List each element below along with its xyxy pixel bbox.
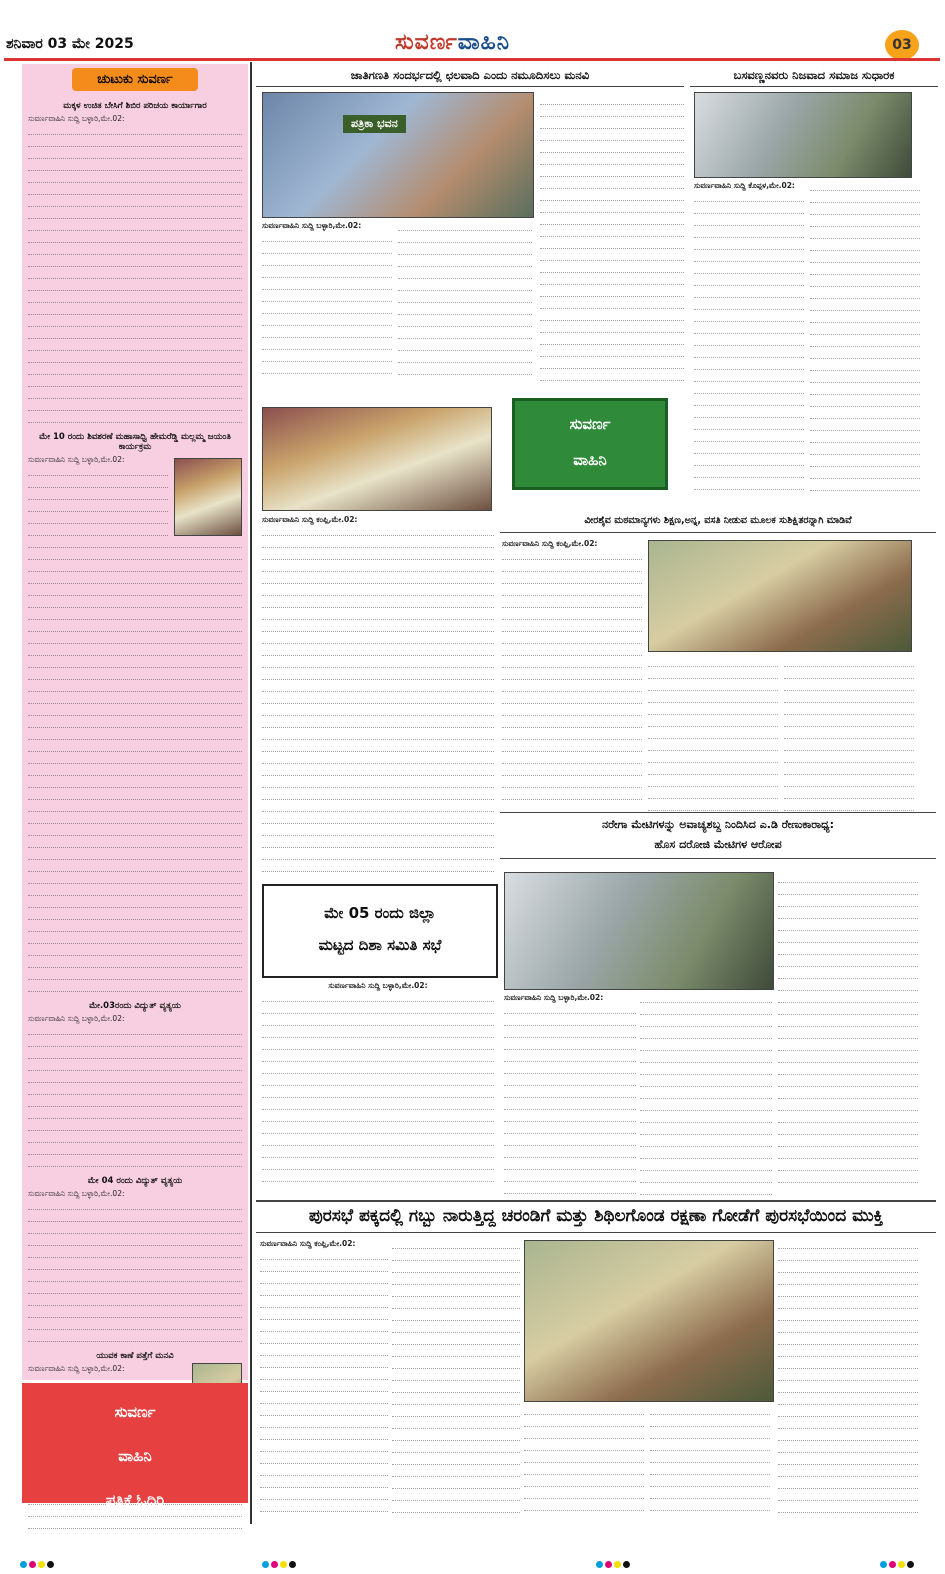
story-body [398,220,532,380]
story-body [262,980,494,1190]
masthead-logo [395,30,510,55]
brief-dateline: ಸುವರ್ಣವಾಹಿನಿ ಸುದ್ದಿ ಬಳ್ಳಾರಿ,ಮೇ.02: [28,1189,125,1198]
story-photo [262,407,492,511]
print-registration-marks [262,1553,298,1572]
brief-dateline: ಸುವರ್ಣವಾಹಿನಿ ಸುದ್ದಿ ಬಳ್ಳಾರಿ,ಮೇ.02: [28,1364,125,1373]
brief-dateline: ಸುವರ್ಣವಾಹಿನಿ ಸುದ್ದಿ ಬಳ್ಳಾರಿ,ಮೇ.02: [28,455,125,464]
story-body [540,94,684,384]
brief-title: ಮೇ 04 ರಂದು ವಿದ್ಯುತ್ ವ್ಯತ್ಯಯ [87,1176,183,1186]
story-body [262,220,392,380]
story-photo [648,540,912,652]
read-paper-promo [22,1383,248,1509]
story-dateline: ಸುವರ್ಣವಾಹಿನಿ ಸುದ್ದಿ ಕಂಪ್ಲಿ,ಮೇ.02: [260,1239,356,1248]
text-lines [28,124,242,423]
brief-item [22,95,248,426]
promo-line: ಪತ್ರಿಕೆ ಓದಿರಿ [560,487,620,505]
brief-item [22,1170,248,1345]
story-headline: ಹೊಸ ದರೋಜಿ ಮೇಟಿಗಳ ಆರೋಪ [654,838,782,851]
brief-dateline: ಸುವರ್ಣವಾಹಿನಿ ಸುದ್ದಿ ಬಳ್ಳಾರಿ,ಮೇ.02: [28,114,125,123]
story-headline: ಪುರಸಭೆ ಪಕ್ಕದಲ್ಲಿ ಗಬ್ಬು ನಾರುತ್ತಿದ್ದ ಚರಂಡಿಗೆ ಮತ್ತು ಶಿಥಿಲಗೊಂಡ ರಕ್ಷಣಾ ಗೋಡೆಗೆ ಪುರಸಭೆಯಿಂದ ಮುಕ್ತಿ [308,1206,884,1226]
page-number: 03 [885,30,919,60]
story-body [524,1404,644,1520]
divider [500,812,936,813]
story-dateline: ಸುವರ್ಣವಾಹಿನಿ ಸುದ್ದಿ ಬಳ್ಳಾರಿ,ಮೇ.02: [328,981,428,990]
story-body [778,872,918,1192]
story-body [262,514,494,874]
header-rule [4,58,940,61]
story-dateline: ಸುವರ್ಣವಾಹಿನಿ ಸುದ್ದಿ ಕೊಪ್ಪಳ,ಮೇ.02: [694,181,795,190]
photo-banner: ಪತ್ರಿಕಾ ಭವನ [343,115,406,133]
story-photo [262,92,534,218]
story-body [810,180,920,500]
story-body [640,992,772,1196]
brief-title: ಮಕ್ಕಳ ಉಚಿತ ಬೇಸಿಗೆ ಶಿಬಿರ ಪರಿಚಯ ಕಾರ್ಯಾಗಾರ [63,101,207,111]
story-body [392,1238,520,1518]
issue-date: ಶನಿವಾರ 03 ಮೇ 2025 [6,36,134,52]
story-body [260,1238,388,1518]
story-photo [694,92,912,178]
story-headline: ನರೇಗಾ ಮೇಟಿಗಳನ್ನು ಅವಾಚ್ಯಶಬ್ದ ನಿಂದಿಸಿದ ಎ.ಡಿ ರೇಣುಕಾರಾಧ್ಯ: [602,818,834,831]
story-body [502,538,642,808]
divider [256,1232,936,1233]
story-body [694,180,804,500]
brief-dateline: ಸುವರ್ಣವಾಹಿನಿ ಸುದ್ದಿ ಬಳ್ಳಾರಿ,ಮೇ.02: [28,1014,125,1023]
promo-line: ಪತ್ರಿಕೆ ಓದಿರಿ [105,1491,165,1509]
column-divider [250,62,252,1524]
logo-part-a: ಸುವರ್ಣ [395,30,458,55]
story-headline: ವೀರಶೈವ ಮಠಮಾನ್ಯಗಳು ಶಿಕ್ಷಣ,ಅನ್ನ, ವಸತಿ ನೀಡುವ ಮೂಲಕ ಸುಶಿಕ್ಷಿತರನ್ನಾಗಿ ಮಾಡಿವೆ [584,515,852,526]
divider [500,858,936,859]
story-dateline: ಸುವರ್ಣವಾಹಿನಿ ಸುದ್ದಿ ಬಳ್ಳಾರಿ,ಮೇ.02: [504,993,604,1002]
divider [256,86,684,87]
brief-title: ಮೇ.03ರಂದು ವಿದ್ಯುತ್ ವ್ಯತ್ಯಯ [89,1001,181,1011]
brief-ribbon: ಚುಟುಕು ಸುವರ್ಣ [72,68,198,91]
story-body [650,1404,770,1520]
story-dateline: ಸುವರ್ಣವಾಹಿನಿ ಸುದ್ದಿ ಕಂಪ್ಲಿ,ಮೇ.02: [502,539,598,548]
divider [500,532,936,533]
brief-title: ಮೇ 10 ರಂದು ಶಿವಶರಣೆ ಮಹಾಸಾಧ್ವಿ ಹೇಮರೆಡ್ಡಿ ಮಲ್ಲಮ್ಮ ಜಯಂತಿ ಕಾರ್ಯಕ್ರಮ [39,432,231,452]
story-body [648,656,778,812]
divider [690,86,938,87]
divider [256,1200,936,1202]
disha-meeting-headline-box [262,884,498,978]
story-body [778,1238,918,1518]
story-headline: ಮಟ್ಟದ ದಿಶಾ ಸಮಿತಿ ಸಭೆ [318,936,442,954]
left-brief-column [22,64,248,1380]
saint-portrait [174,458,242,536]
promo-line: ಸುವರ್ಣ [114,1403,156,1421]
brief-item [22,426,248,995]
print-registration-marks [596,1553,632,1572]
promo-line: ಸುವರ್ಣ [569,415,611,433]
brief-title: ಯುವಕ ಕಾಣೆ ಪತ್ತೆಗೆ ಮನವಿ [96,1351,174,1361]
read-paper-box [512,398,668,505]
promo-line: ವಾಹಿನಿ [118,1447,152,1465]
story-headline: ಮೇ 05 ರಂದು ಜಿಲ್ಲಾ [324,904,436,922]
story-headline: ಬಸವಣ್ಣನವರು ನಿಜವಾದ ಸಮಾಜ ಸುಧಾರಕ [733,68,895,82]
story-body [784,656,914,812]
story-body [504,992,636,1196]
brief-item [22,995,248,1170]
story-photo [504,872,774,990]
story-dateline: ಸುವರ್ಣವಾಹಿನಿ ಸುದ್ದಿ ಕಂಪ್ಲಿ,ಮೇ.02: [262,515,358,524]
print-registration-marks [20,1553,56,1572]
story-headline: ಜಾತಿಗಣತಿ ಸಂದರ್ಭದಲ್ಲಿ ಛಲವಾದಿ ಎಂದು ನಮೂದಿಸಲು ಮನವಿ [350,68,590,82]
logo-part-b: ವಾಹಿನಿ [457,30,511,55]
print-registration-marks [880,1553,916,1572]
story-photo [524,1240,774,1402]
promo-line: ವಾಹಿನಿ [573,451,607,469]
story-dateline: ಸುವರ್ಣವಾಹಿನಿ ಸುದ್ದಿ ಬಳ್ಳಾರಿ,ಮೇ.02: [262,221,362,230]
